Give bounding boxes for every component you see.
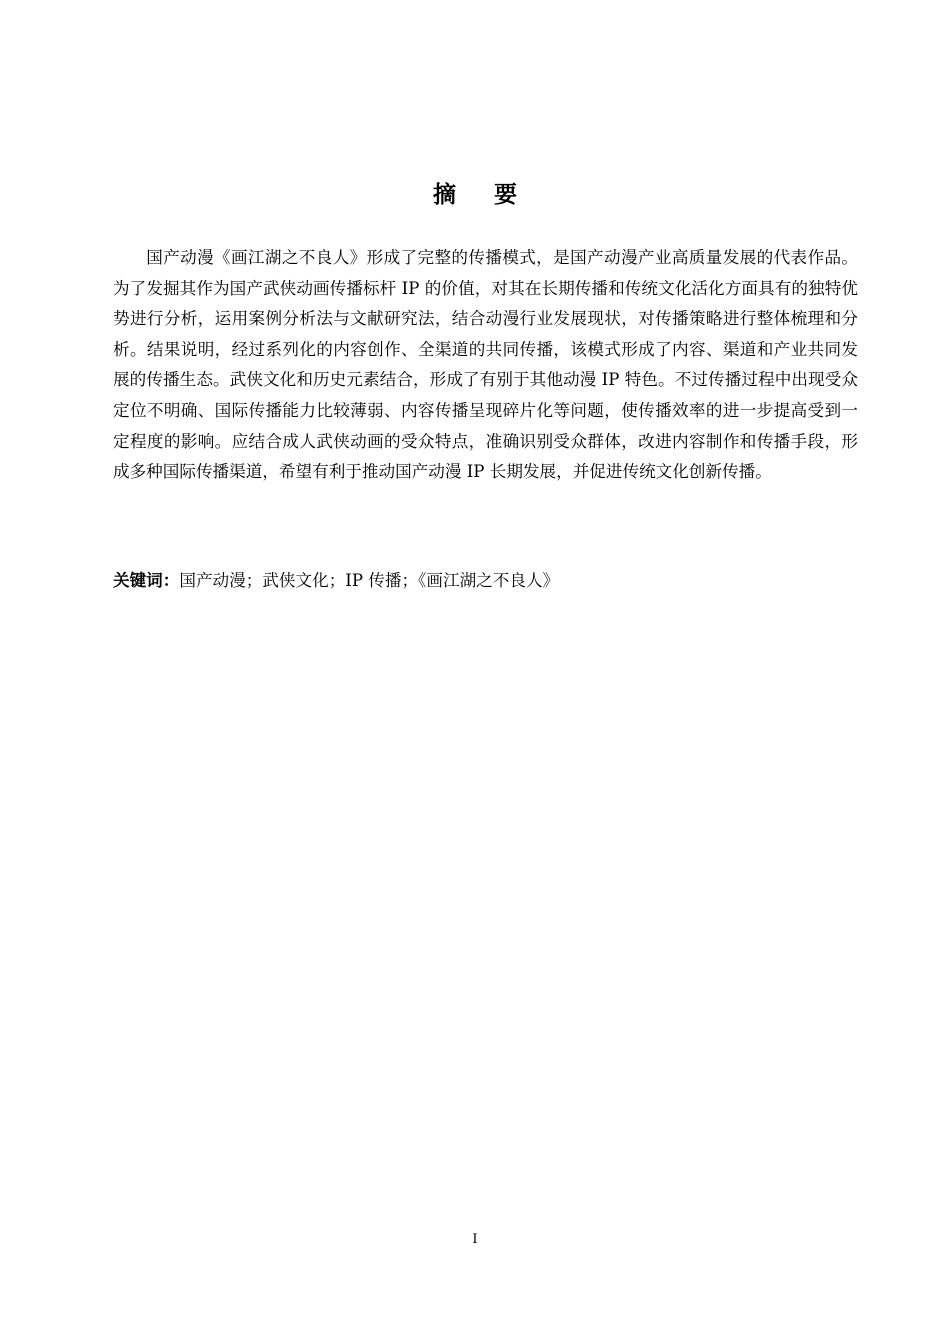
keywords-text: 国产动漫；武侠文化；IP 传播；《画江湖之不良人》: [179, 571, 560, 590]
keywords-line: [113, 566, 858, 596]
abstract-title: 摘要: [433, 182, 555, 208]
page-number: I: [472, 1232, 478, 1247]
abstract-body: 国产动漫《画江湖之不良人》形成了完整的传播模式，是国产动漫产业高质量发展的代表作品。为了发掘其作为国产武侠动画传播标杆 IP 的价值，对其在长期传播和传统文化活化方面具有的独特优势进行分析，运用案例分析法与文献研究法，结合动漫行业发展现状，对传播策略进行整体梳理和分析。结果说明，经过系列化的内容创作、全渠道的共同传播，该模式形成了内容、渠道和产业共同发展的传播生态。武侠文化和历史元素结合，形成了有别于其他动漫 IP 特色。不过传播过程中出现受众定位不明确、国际传播能力比较薄弱、内容传播呈现碎片化等问题，使传播效率的进一步提高受到一定程度的影响。应结合成人武侠动画的受众特点，准确识别受众群体，改进内容制作和传播手段，形成多种国际传播渠道，希望有利于推动国产动漫 IP 长期发展，并促进传统文化创新传播。: [113, 248, 858, 482]
keywords-label: 关键词：: [113, 571, 180, 590]
